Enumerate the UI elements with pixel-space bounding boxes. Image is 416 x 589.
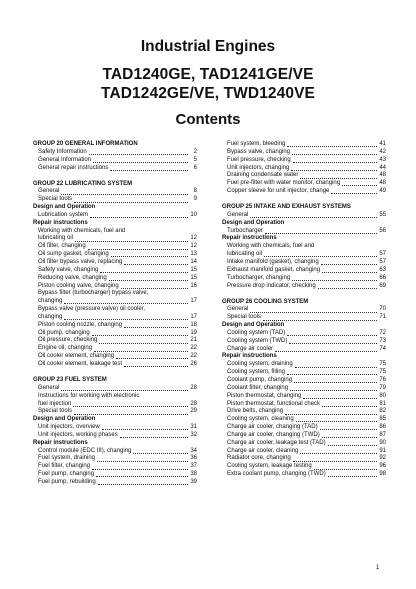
- group-26-title: GROUP 26 COOLING SYSTEM: [222, 298, 309, 305]
- toc-entry[interactable]: Lubrication system 10: [38, 211, 197, 218]
- toc-entry[interactable]: Oil sump gasket, changing 13: [38, 251, 197, 258]
- toc-entry[interactable]: Intake manifold (gasket), changing 57: [227, 259, 386, 265]
- toc-entry[interactable]: Control module (EDC III), changing 34: [38, 447, 197, 454]
- toc-entry[interactable]: Exhaust manifold gasket, changing 63: [227, 266, 386, 273]
- toc-entry[interactable]: General 28: [38, 384, 197, 391]
- toc-entry[interactable]: Safety Information 2: [38, 148, 197, 155]
- toc-entry[interactable]: General repair instructions 6: [38, 164, 197, 171]
- toc-entry[interactable]: Cooling system, cleaning 85: [227, 416, 386, 423]
- toc-entry[interactable]: Cooling system, draining 75: [227, 361, 386, 368]
- toc-entry[interactable]: Turbocharger 56: [227, 227, 386, 234]
- toc-right-column: [222, 141, 386, 479]
- toc-entry[interactable]: Oil cooler element, changing 22: [38, 353, 197, 360]
- toc-entry[interactable]: Piston thermostat, functional check 81: [227, 400, 386, 407]
- group-22-title: GROUP 22 LUBRICATING SYSTEM: [33, 180, 133, 187]
- toc-entry[interactable]: Special tools 9: [38, 196, 197, 203]
- toc-entry[interactable]: General 8: [38, 188, 197, 195]
- toc-entry[interactable]: lubricating oil 12: [38, 235, 197, 242]
- toc-entry[interactable]: Drive belts, changing 82: [227, 408, 386, 415]
- toc-entry[interactable]: Radiator core, changing 92: [227, 455, 386, 462]
- toc-entry[interactable]: changing 17: [38, 298, 197, 305]
- repair-instructions-heading: Repair instructions: [222, 353, 277, 360]
- toc-entry[interactable]: Fuel system, draining 36: [38, 455, 197, 462]
- contents-heading: Contents: [175, 111, 241, 128]
- toc-entry[interactable]: Cooling system (TAD) 72: [227, 329, 386, 336]
- toc-entry[interactable]: Fuel pump, rebuilding 39: [38, 478, 197, 485]
- toc-entry[interactable]: General Information 5: [38, 156, 197, 163]
- toc-entry-continued: Working with chemicals, fuel and: [38, 227, 126, 234]
- document-title: Industrial Engines: [140, 38, 276, 55]
- toc-entry[interactable]: Fuel pre-filter with water monitor, changing 48: [227, 180, 386, 187]
- toc-entry[interactable]: Fuel pump, changing 38: [38, 471, 197, 478]
- design-operation-heading: Design and Operation: [33, 416, 96, 423]
- toc-entry[interactable]: fuel injection 28: [38, 400, 197, 407]
- toc-entry[interactable]: General 70: [227, 306, 386, 313]
- toc-entry[interactable]: Piston thermostat, changing 80: [227, 392, 386, 399]
- design-operation-heading: Design and Operation: [33, 204, 96, 211]
- repair-instructions-heading: Repair instructions: [33, 219, 88, 226]
- engine-models-line-2: TAD1242GE/VE, TWD1240VE: [101, 85, 315, 102]
- toc-entry-continued: Working with chemicals, fuel and: [227, 243, 315, 250]
- toc-entry[interactable]: Charge air cooler, changing (TWD) 87: [227, 431, 386, 438]
- toc-entry[interactable]: Oil cooler element, leakage test 26: [38, 360, 197, 367]
- toc-entry[interactable]: changing 17: [38, 313, 197, 320]
- toc-entry[interactable]: Special tools 71: [227, 314, 386, 321]
- toc-entry[interactable]: Engine oil, changing 22: [38, 345, 197, 352]
- toc-entry[interactable]: Piston cooling valve, changing 16: [38, 282, 197, 289]
- toc-entry[interactable]: Unit injectors, changing 44: [227, 164, 386, 171]
- toc-entry[interactable]: Turbocharger, changing 66: [227, 274, 386, 281]
- toc-entry[interactable]: Unit injectors, overview 31: [38, 424, 197, 431]
- toc-entry[interactable]: Charge air cooler, leakage test (TAD) 90: [227, 439, 386, 446]
- toc-entry[interactable]: Reducing valve, changing 15: [38, 274, 197, 281]
- toc-entry[interactable]: Oil pump, changing 19: [38, 329, 197, 336]
- toc-left-column: [33, 141, 197, 487]
- toc-entry[interactable]: Cooling system, leakage testing 96: [227, 463, 386, 470]
- toc-entry-continued: Bypass filter (turbocharger) bypass valve,: [38, 290, 149, 297]
- toc-entry[interactable]: Piston cooling nozzle, changing 18: [38, 321, 197, 328]
- toc-entry[interactable]: Fuel pressure, checking 43: [227, 156, 386, 163]
- toc-entry[interactable]: Charge air cooler, changing (TAD) 86: [227, 424, 386, 431]
- toc-entry[interactable]: Special tools 29: [38, 408, 197, 415]
- toc-entry[interactable]: Extra coolant pump, changing (TWD) 98: [227, 471, 386, 478]
- toc-entry[interactable]: Cooling system (TWD) 73: [227, 337, 386, 344]
- engine-models-line-1: TAD1240GE, TAD1241GE/VE: [102, 66, 314, 83]
- page-number: 1: [376, 565, 380, 571]
- toc-entry-continued: Instructions for working with electronic: [38, 392, 140, 399]
- toc-entry[interactable]: Pressure drop indicator, checking 69: [227, 282, 386, 289]
- toc-entry[interactable]: lubricating oil 57: [227, 251, 386, 258]
- toc-entry[interactable]: Fuel filter, changing 37: [38, 463, 197, 470]
- toc-entry[interactable]: Copper sleeve for unit injector, change 49: [227, 188, 386, 195]
- toc-entry[interactable]: Coolant filter, changing 79: [227, 384, 386, 391]
- toc-entry[interactable]: Safety valve, changing 15: [38, 266, 197, 273]
- design-operation-heading: Design and Operation: [222, 322, 285, 329]
- toc-entry[interactable]: Bypass valve, changing 42: [227, 148, 386, 155]
- group-25-title: GROUP 25 INTAKE AND EXHAUST SYSTEMS: [222, 204, 351, 211]
- design-operation-heading: Design and Operation: [222, 219, 285, 226]
- toc-entry[interactable]: Charge air cooler, cleaning 91: [227, 447, 386, 454]
- toc-entry[interactable]: Cooling system, filling 75: [227, 369, 386, 376]
- toc-entry[interactable]: Fuel system, bleeding 41: [227, 141, 386, 147]
- toc-entry[interactable]: General 55: [227, 211, 386, 218]
- repair-instructions-heading: Repair instructions: [222, 235, 277, 242]
- repair-instructions-heading: Repair instructions: [33, 439, 88, 446]
- toc-entry[interactable]: Oil filter bypass valve, replacing 14: [38, 259, 197, 265]
- group-20-title: GROUP 20 GENERAL INFORMATION: [33, 141, 138, 147]
- toc-entry[interactable]: Draining condensate water 48: [227, 172, 386, 179]
- toc-entry[interactable]: Charge air cooler 74: [227, 345, 386, 352]
- toc-entry[interactable]: Coolant pump, changing 76: [227, 377, 386, 383]
- toc-entry-continued: Bypass valve (pressure valve) oil cooler,: [38, 306, 146, 313]
- toc-entry[interactable]: Oil filter, changing 12: [38, 243, 197, 250]
- toc-entry[interactable]: Oil pressure, checking 21: [38, 337, 197, 344]
- toc-entry[interactable]: Unit injectors, working phases 32: [38, 431, 197, 438]
- group-23-title: GROUP 23 FUEL SYSTEM: [33, 377, 107, 383]
